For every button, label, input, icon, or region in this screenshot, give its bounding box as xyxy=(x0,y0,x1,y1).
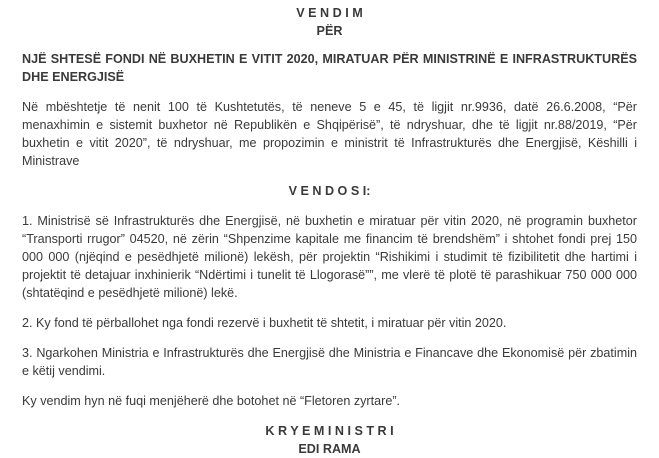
point-2: 2. Ky fond të përballohet nga fondi rezervë i buxhetit të shtetit, i miratuar për vitin 2020. xyxy=(22,316,507,330)
vendosi-heading: V E N D O S I: xyxy=(288,184,371,198)
closing-paragraph: Ky vendim hyn në fuqi menjëherë dhe botohet në “Fletoren zyrtare”. xyxy=(22,394,401,408)
decision-heading: V E N D I M xyxy=(296,6,363,20)
decision-title: NJË SHTESË FONDI NË BUXHETIN E VITIT 2020, MIRATUAR PËR MINISTRINË E INFRASTRUKTURËS DHE ENERGJISË xyxy=(22,52,637,84)
signature-name: EDI RAMA xyxy=(298,442,361,456)
signature-role: K R Y E M I N I S T R I xyxy=(265,424,394,438)
preamble-paragraph: Në mbështetje të nenit 100 të Kushtetutës, të neneve 5 e 45, të ligjit nr.9936, datë 26.6.2008, “Për menaxhimin e sistemit buxhetor në Republikën e Shqipërisë”, të ndryshuar, dhe të ligjit nr.88/2019, “Për buxhetin e vitit 2020”, të ndryshuar, me propozimin e ministrit të Infrastrukturës dhe Energjisë, Këshilli i Ministrave xyxy=(22,100,637,168)
decision-for-label: PËR xyxy=(316,24,343,38)
point-1: 1. Ministrisë së Infrastrukturës dhe Energjisë, në buxhetin e miratuar për vitin 2020, në programin buxhetor “Transporti rrugor” 04520, në zërin “Shpenzime kapitale me financim të brendshëm” i shtohet fondi prej 150 000 000 (njëqind e pesëdhjetë milionë) lekësh, për projektin “Rishikimi i studimit të fizibilitetit dhe hartimi i projektit të detajuar inxhinierik “Ndërtimi i tunelit të Llogorasë””, me vlerë të plotë të parashikuar 750 000 000 (shtatëqind e pesëdhjetë milionë) lekë. xyxy=(22,214,637,300)
point-3: 3. Ngarkohen Ministria e Infrastrukturës dhe Energjisë dhe Ministria e Financave dhe Ekonomisë për zbatimin e këtij vendimi. xyxy=(22,346,637,378)
